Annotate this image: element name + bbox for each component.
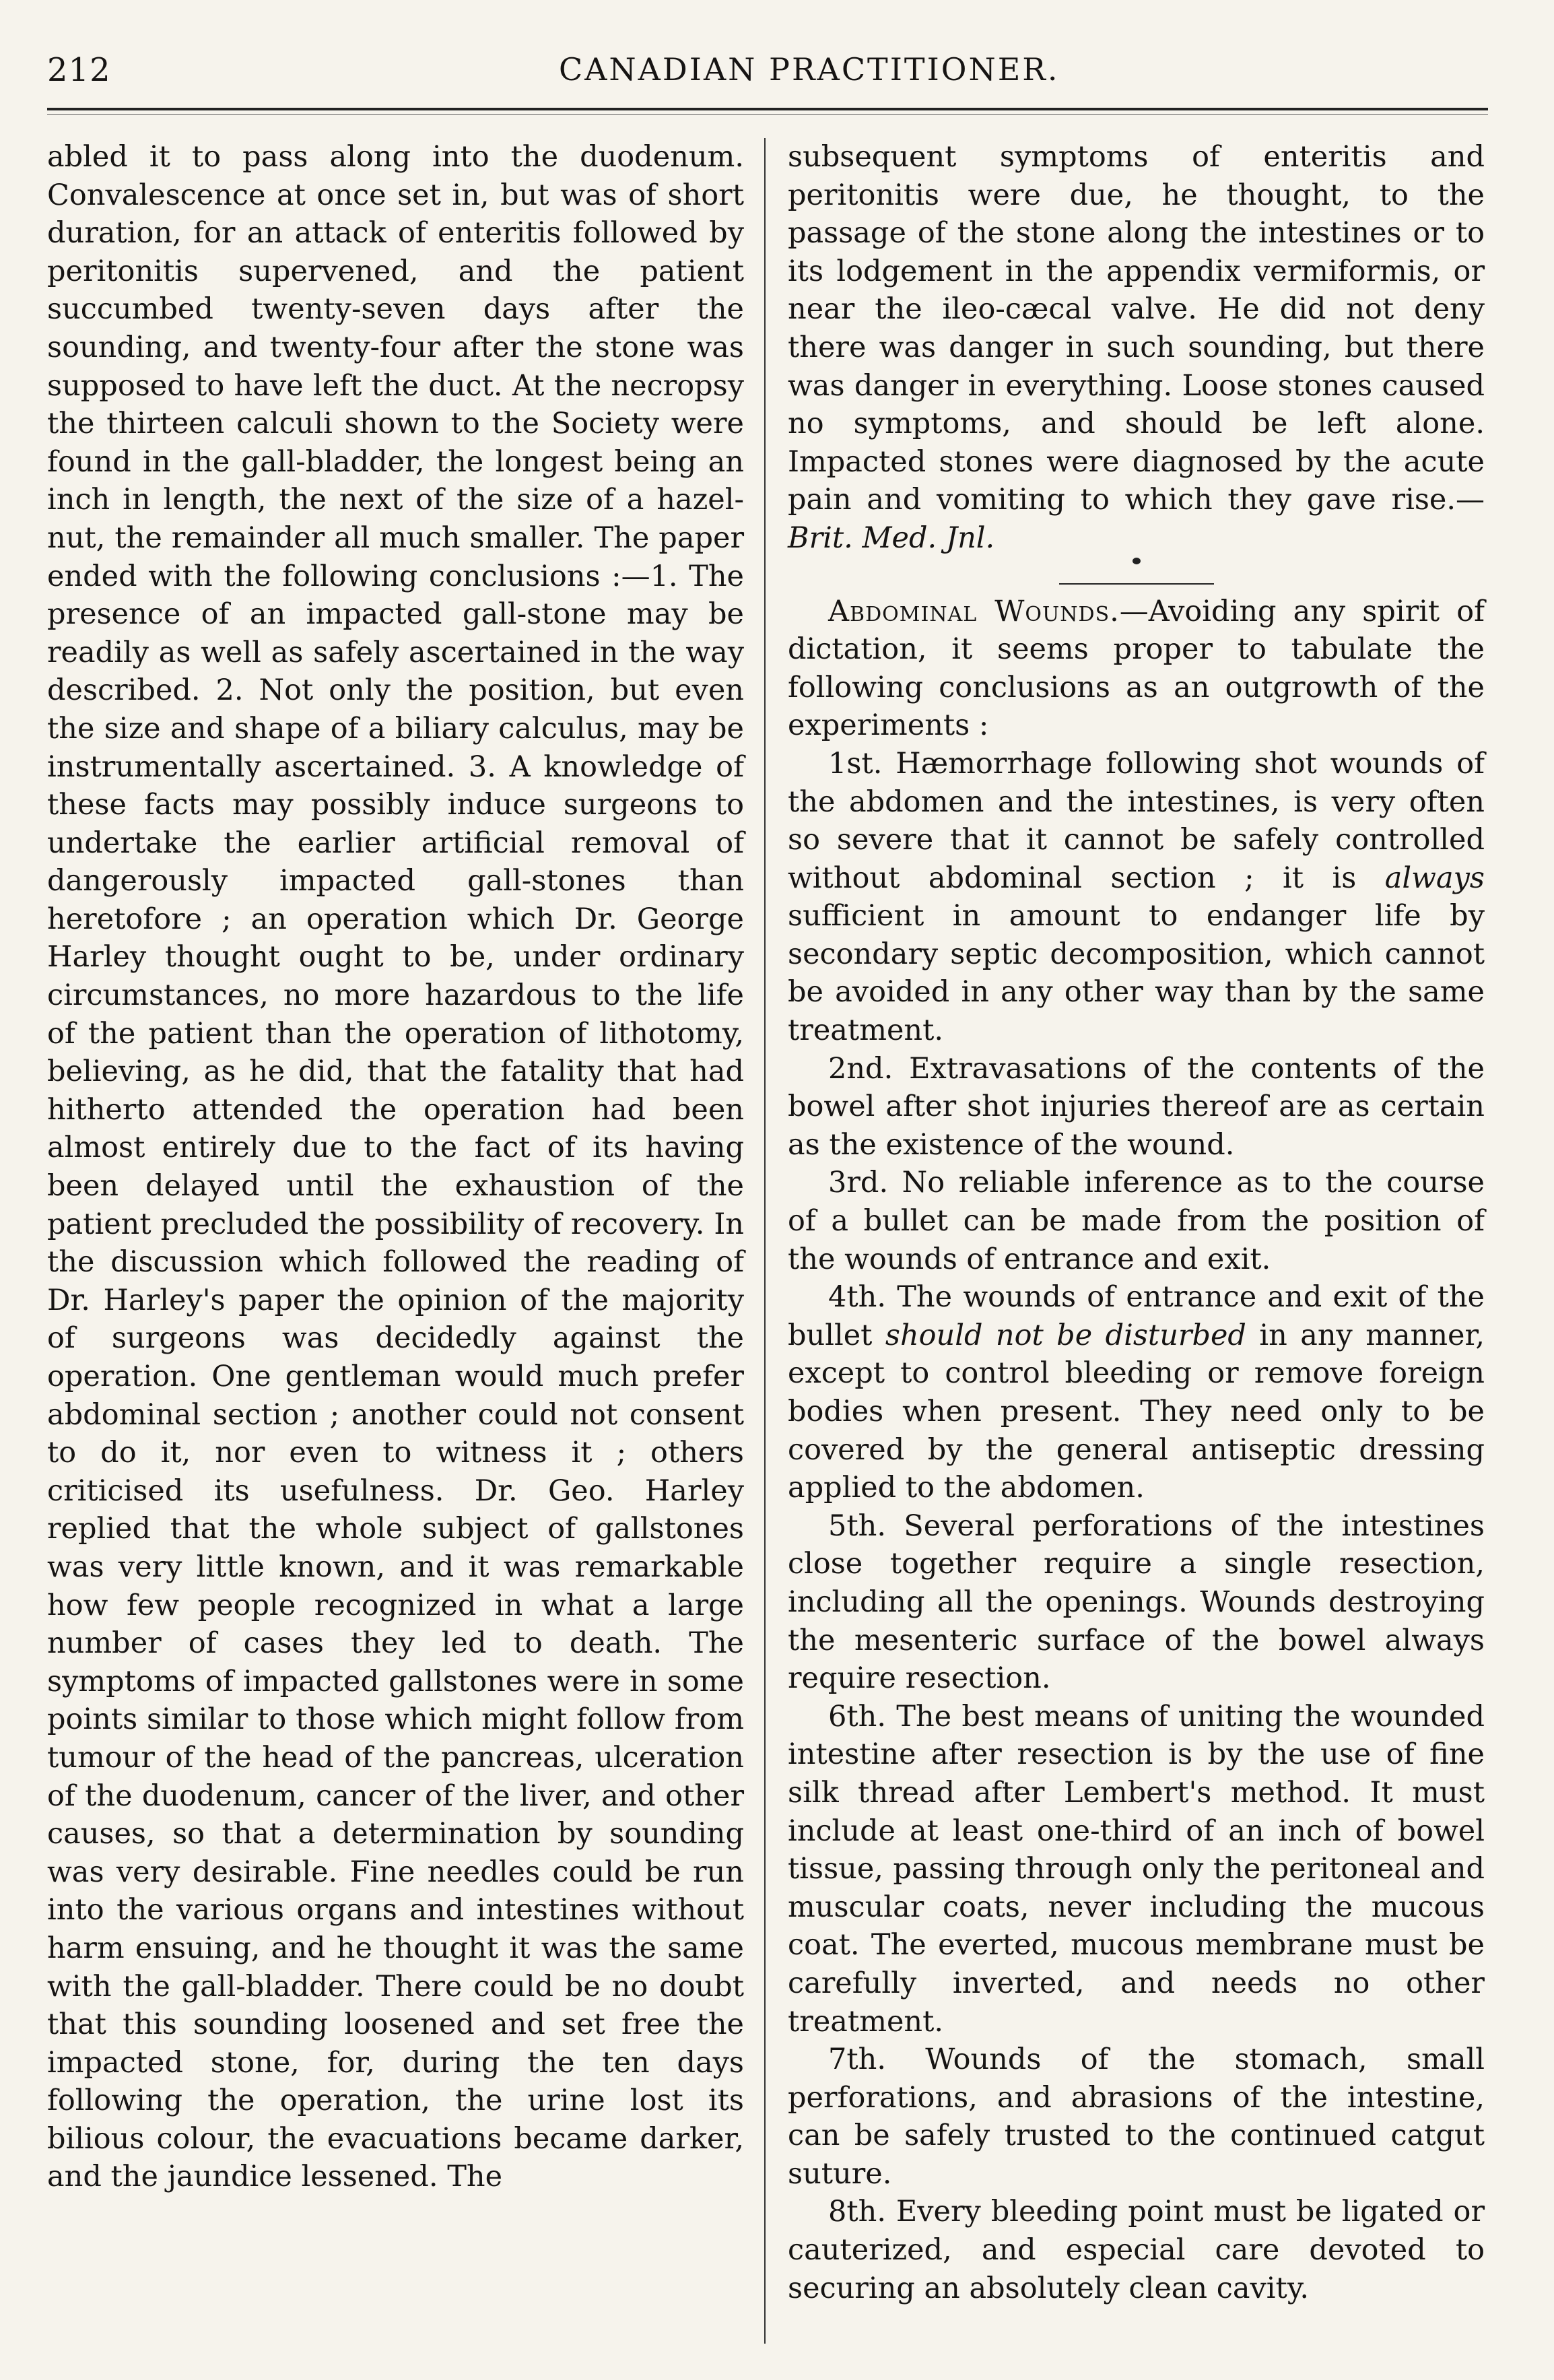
page-number: 212 xyxy=(47,51,111,89)
conclusion-4 xyxy=(788,1278,1485,1507)
left-column xyxy=(47,138,744,2196)
page-header xyxy=(47,47,1488,94)
gallstone-text-end: subsequent symptoms of enteritis and peritonitis were due, he thought, to the passage of the stone along the intestines or to its lodgement in the appendix vermiformis, or near the ileo-cæcal valve. He did not deny there was danger in such sounding, but there was danger in everything. Loose stones caused no symptoms, and should be left alone. Impacted stones were diagnosed by the acute pain and vomiting to which they gave rise.— xyxy=(788,140,1485,517)
header-rule-thin xyxy=(47,114,1488,115)
section-heading-abdominal-wounds: Abdominal Wounds. xyxy=(828,594,1120,628)
conclusion-7: 7th. Wounds of the stomach, small perforations, and abrasions of the intestine, can be safely trusted to the continued catgut suture. xyxy=(788,2043,1485,2191)
conclusion-5: 5th. Several perforations of the intestines close together require a single resection, including all the openings. Wounds destroying the mesenteric surface of the bowel always require resection. xyxy=(788,1509,1485,1696)
column-divider xyxy=(764,138,766,2344)
conclusion-6: 6th. The best means of uniting the wounded intestine after resection is by the use of fine silk thread after Lembert's method. It must include at least one-third of an inch of bowel tissue, passing through only the peritoneal and muscular coats, never including the mucous coat. The everted, mucous membrane must be carefully inverted, and needs no other treatment. xyxy=(788,1699,1485,2039)
right-column xyxy=(788,138,1485,2307)
conclusion-1 xyxy=(788,745,1485,1050)
left-paragraph: abled it to pass along into the duodenum. Convalescence at once set in, but was of short duration, for an attack of enteritis followed by peritonitis supervened, and the patient succumbed twenty-seven days after the sounding, and twenty-four after the stone was supposed to have left the duct. At the necropsy the thirteen calculi shown to the Society were found in the gall-bladder, the longest being an inch in length, the next of the size of a hazel-nut, the remainder all much smaller. The paper ended with the following conclusions :—1. The presence of an impacted gall-stone may be readily as well as safely ascertained in the way described. 2. Not only the position, but even the size and shape of a biliary calculus, may be instrumentally ascertained. 3. A knowledge of these facts may possibly induce surgeons to undertake the earlier artificial removal of dangerously impacted gall-stones than heretofore ; an operation which Dr. George Harley thought ought to be, under ordinary circumstances, no more hazardous to the life of the patient than the operation of lithotomy, believing, as he did, that the fatality that had hitherto attended the operation had been almost entirely due to the fact of its having been delayed until the exhaustion of the patient precluded the possibility of recovery. In the discussion which followed the reading of Dr. Harley's paper the opinion of the majority of surgeons was decidedly against the operation. One gentleman would much prefer abdominal section ; another could not consent to do it, nor even to witness it ; others criticised its usefulness. Dr. Geo. Harley replied that the whole subject of gallstones was very little known, and it was remarkable how few people recognized in what a large number of cases they led to death. The symptoms of impacted gallstones were in some points similar to those which might follow from tumour of the head of the pancreas, ulceration of the duodenum, cancer of the liver, and other causes, so that a determination by sounding was very desirable. Fine needles could be run into the various organs and intestines without harm ensuing, and he thought it was the same with the gall-bladder. There could be no doubt that this sounding loosened and set free the impacted stone, for, during the ten days following the operation, the urine lost its bilious colour, the evacuations became darker, and the jaundice lessened. The xyxy=(47,140,744,2194)
conclusion-4-text-a: 4th. The wounds of entrance and exit of the bullet xyxy=(788,1280,1485,1352)
conclusion-1-text-b: sufficient in amount to endanger life by secondary septic decomposition, which cannot be avoided in any other way than by the same treatment. xyxy=(788,899,1485,1048)
conclusion-4-emphasis: should not be disturbed xyxy=(885,1318,1246,1352)
conclusion-1-emphasis: always xyxy=(1384,861,1485,895)
abdominal-wounds-intro xyxy=(788,593,1485,745)
separator-line xyxy=(1059,583,1214,585)
conclusion-8: 8th. Every bleeding point must be ligated or cauterized, and especial care devoted to securing an absolutely clean cavity. xyxy=(788,2195,1485,2305)
abdominal-intro-text: —Avoiding any spirit of dictation, it seems proper to tabulate the following conclusions as an outgrowth of the experiments : xyxy=(788,594,1485,743)
conclusion-2: 2nd. Extravasations of the contents of the bowel after shot injuries thereof are as certain as the existence of the wound. xyxy=(788,1051,1485,1162)
conclusion-4-text-b: in any manner, except to control bleeding or remove foreign bodies when present. They need only to be covered by the general antiseptic dressing applied to the abdomen. xyxy=(788,1318,1485,1505)
header-rule xyxy=(47,108,1488,110)
right-paragraph-gallstone-end xyxy=(788,138,1485,558)
conclusion-1-text-a: 1st. Hæmorrhage following shot wounds of the abdomen and the intestines, is very often so severe that it cannot be safely controlled without abdominal section ; it is xyxy=(788,746,1485,895)
conclusion-3: 3rd. No reliable inference as to the course of a bullet can be made from the position of the wounds of entrance and exit. xyxy=(788,1166,1485,1276)
separator-ornament xyxy=(1133,558,1141,564)
citation: Brit. Med. Jnl. xyxy=(788,521,995,555)
section-separator xyxy=(788,560,1485,570)
running-title: CANADIAN PRACTITIONER. xyxy=(559,51,1060,88)
